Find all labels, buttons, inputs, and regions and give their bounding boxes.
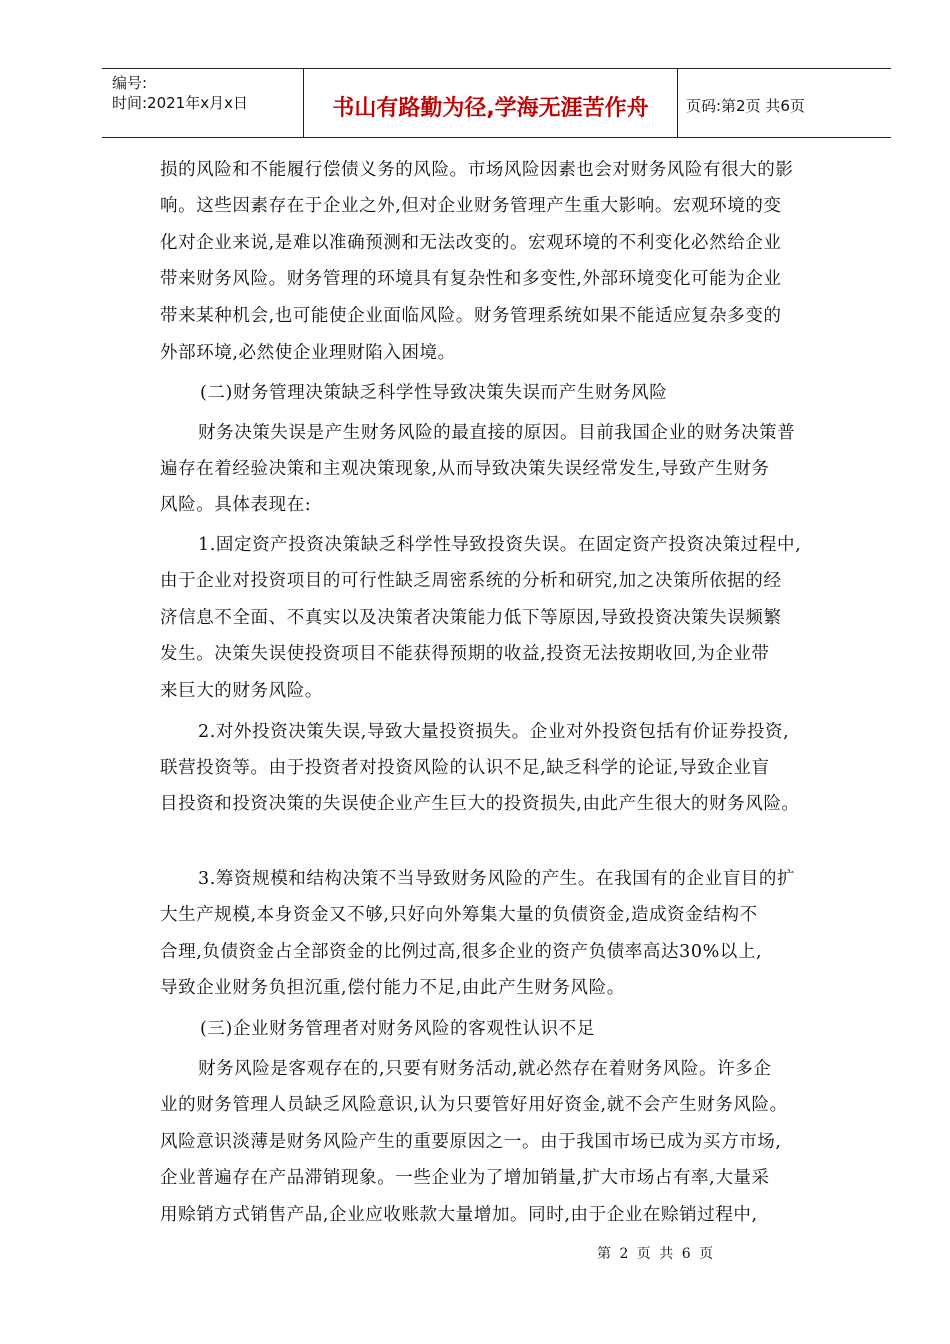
- list-item: 3.筹资规模和结构决策不当导致财务风险的产生。在我国有的企业盲目的扩: [198, 869, 796, 889]
- paragraph-line: 风险。具体表现在:: [160, 495, 312, 515]
- paragraph-line: 大生产规模,本身资金又不够,只好向外筹集大量的负债资金,造成资金结构不: [160, 905, 758, 925]
- paragraph-line: 由于企业对投资项目的可行性缺乏周密系统的分析和研究,加之决策所依据的经: [160, 571, 782, 591]
- paragraph-line: 财务风险是客观存在的,只要有财务活动,就必然存在着财务风险。许多企: [198, 1059, 772, 1079]
- paragraph-line: 来巨大的财务风险。: [160, 681, 323, 701]
- paragraph-line: 企业普遍存在产品滞销现象。一些企业为了增加销量,扩大市场占有率,大量采: [160, 1168, 770, 1188]
- footer-page-number: 第 2 页 共 6 页: [597, 1246, 716, 1262]
- paragraph-line: 遍存在着经验决策和主观决策现象,从而导致决策失误经常发生,导致产生财务: [160, 459, 770, 479]
- header-meta: [102, 69, 304, 137]
- paragraph-line: 用赊销方式销售产品,企业应收账款大量增加。同时,由于企业在赊销过程中,: [160, 1205, 758, 1225]
- paragraph-line: 发生。决策失误使投资项目不能获得预期的收益,投资无法按期收回,为企业带: [160, 644, 770, 664]
- paragraph-line: 化对企业来说,是难以准确预测和无法改变的。宏观环境的不利变化必然给企业: [160, 233, 782, 253]
- page-header: [102, 68, 891, 138]
- paragraph-line: 财务决策失误是产生财务风险的最直接的原因。目前我国企业的财务决策普: [198, 423, 796, 443]
- paragraph-line: 带来财务风险。财务管理的环境具有复杂性和多变性,外部环境变化可能为企业: [160, 269, 782, 289]
- list-item: 2.对外投资决策失误,导致大量投资损失。企业对外投资包括有价证券投资,: [198, 722, 790, 742]
- paragraph-line: 外部环境,必然使企业理财陷入困境。: [160, 343, 456, 363]
- header-motto: 书山有路勤为径,学海无涯苦作舟: [304, 69, 678, 137]
- paragraph-line: 业的财务管理人员缺乏风险意识,认为只要管好用好资金,就不会产生财务风险。: [160, 1095, 788, 1115]
- paragraph-line: 导致企业财务负担沉重,偿付能力不足,由此产生财务风险。: [160, 978, 625, 998]
- header-page-code: 页码:第2页 共6页: [686, 96, 805, 115]
- paragraph-line: 联营投资等。由于投资者对投资风险的认识不足,缺乏科学的论证,导致企业盲: [160, 758, 770, 778]
- document-number-label: 编号:: [112, 74, 148, 92]
- paragraph-line: 目投资和投资决策的失误使企业产生巨大的投资损失,由此产生很大的财务风险。: [160, 794, 800, 814]
- paragraph-line: 带来某种机会,也可能使企业面临风险。财务管理系统如果不能适应复杂多变的: [160, 306, 782, 326]
- section-heading: (三)企业财务管理者对财务风险的客观性认识不足: [200, 1019, 595, 1039]
- paragraph-line: 合理,负债资金占全部资金的比例过高,很多企业的资产负债率高达30%以上,: [160, 942, 763, 962]
- paragraph-line: 损的风险和不能履行偿债义务的风险。市场风险因素也会对财务风险有很大的影: [160, 160, 794, 180]
- paragraph-line: 风险意识淡薄是财务风险产生的重要原因之一。由于我国市场已成为买方市场,: [160, 1132, 782, 1152]
- paragraph-line: 济信息不全面、不真实以及决策者决策能力低下等原因,导致投资决策失误频繁: [160, 608, 782, 628]
- document-date-label: 时间:2021年x月x日: [112, 94, 248, 112]
- paragraph-line: 响。这些因素存在于企业之外,但对企业财务管理产生重大影响。宏观环境的变: [160, 196, 782, 216]
- list-item: 1.固定资产投资决策缺乏科学性导致投资失误。在固定资产投资决策过程中,: [198, 535, 802, 555]
- section-heading: (二)财务管理决策缺乏科学性导致决策失误而产生财务风险: [200, 383, 668, 403]
